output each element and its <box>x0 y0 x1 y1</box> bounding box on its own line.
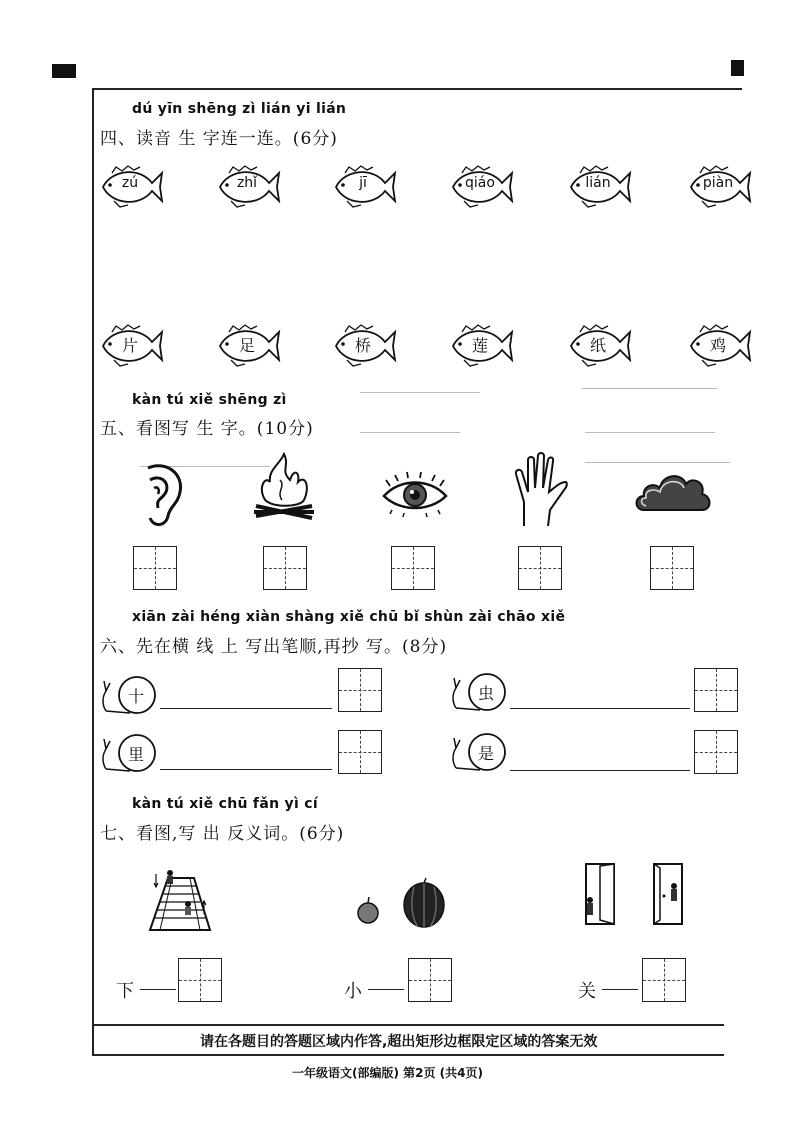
q6-copy-box[interactable] <box>694 730 738 774</box>
door-icon <box>580 860 690 930</box>
cloud-icon <box>632 462 714 520</box>
q5-answer-box[interactable] <box>263 546 307 590</box>
frame-bottom-2 <box>92 1054 724 1056</box>
page-footer: 一年级语文(部编版) 第2页 (共4页) <box>292 1066 483 1080</box>
character-fish[interactable] <box>568 322 634 370</box>
character-fish-label: 纸 <box>589 336 606 355</box>
q6-copy-box[interactable] <box>694 668 738 712</box>
character-fish-label: 足 <box>238 336 255 355</box>
q7-title: 七、看图,写 出 反义词。(6分) <box>100 824 345 844</box>
character-fish[interactable] <box>450 322 516 370</box>
faint-line <box>582 388 717 389</box>
pinyin-fish[interactable] <box>450 163 516 211</box>
character-fish-label: 片 <box>121 336 138 355</box>
snail-char: 十 <box>127 687 144 706</box>
snail-char: 里 <box>127 745 144 764</box>
character-fish[interactable] <box>688 322 754 370</box>
antonym-word: 关 <box>578 981 596 1002</box>
pinyin-fish-label: zú <box>121 175 139 191</box>
stroke-order-line[interactable] <box>510 708 690 709</box>
frame-bottom-1 <box>92 1024 724 1026</box>
pinyin-fish-label: jī <box>359 175 367 191</box>
snail-char: 虫 <box>477 684 494 703</box>
pinyin-fish-label: qiáo <box>465 175 495 191</box>
snail-card-3 <box>100 733 158 773</box>
snail-char: 是 <box>477 744 494 763</box>
ear-icon <box>128 460 186 530</box>
q7-answer-box[interactable] <box>178 958 222 1002</box>
pinyin-fish-label: piàn <box>702 175 734 191</box>
q5-answer-box[interactable] <box>391 546 435 590</box>
q7-pinyin: kàn tú xiě chū fǎn yì cí <box>132 796 318 812</box>
snail-card-1 <box>100 675 158 715</box>
q5-title: 五、看图写 生 字。(10分) <box>100 419 314 439</box>
q5-answer-box[interactable] <box>518 546 562 590</box>
pinyin-fish[interactable] <box>333 163 399 211</box>
pinyin-fish[interactable] <box>217 163 283 211</box>
snail-card-2 <box>450 672 508 712</box>
q5-answer-box[interactable] <box>650 546 694 590</box>
character-fish-label: 莲 <box>471 336 488 355</box>
q6-title: 六、先在横 线 上 写出笔顺,再抄 写。(8分) <box>100 637 448 657</box>
stroke-order-line[interactable] <box>160 708 332 709</box>
frame-left <box>92 88 94 1055</box>
character-fish[interactable] <box>100 322 166 370</box>
q6-copy-box[interactable] <box>338 668 382 712</box>
stroke-order-line[interactable] <box>510 770 690 771</box>
character-fish-label: 桥 <box>354 336 371 355</box>
antonym-dash <box>602 989 638 990</box>
pinyin-fish-label: lián <box>585 175 611 191</box>
character-fish[interactable] <box>333 322 399 370</box>
q5-answer-box[interactable] <box>133 546 177 590</box>
snail-card-4 <box>450 732 508 772</box>
antonym-word: 小 <box>344 981 362 1002</box>
registration-mark-left <box>52 64 76 78</box>
fruits-icon <box>352 875 448 931</box>
character-fish[interactable] <box>217 322 283 370</box>
faint-line <box>360 392 480 393</box>
pinyin-fish[interactable] <box>100 163 166 211</box>
answer-area-notice: 请在各题目的答题区域内作答,超出矩形边框限定区域的答案无效 <box>200 1034 598 1050</box>
q7-answer-box[interactable] <box>642 958 686 1002</box>
character-fish-label: 鸡 <box>709 336 726 355</box>
fire-icon <box>250 452 318 530</box>
antonym-dash <box>140 989 176 990</box>
antonym-word: 下 <box>116 981 134 1002</box>
q6-pinyin: xiān zài héng xiàn shàng xiě chū bǐ shùn zài chāo xiě <box>132 609 566 625</box>
stroke-order-line[interactable] <box>160 769 332 770</box>
faint-line <box>585 432 715 433</box>
pinyin-fish-label: zhǐ <box>236 175 258 191</box>
pinyin-fish[interactable] <box>688 163 754 211</box>
q6-copy-box[interactable] <box>338 730 382 774</box>
registration-mark-right <box>731 60 744 76</box>
pinyin-fish[interactable] <box>568 163 634 211</box>
q7-answer-box[interactable] <box>408 958 452 1002</box>
q4-pinyin: dú yīn shēng zì lián yi lián <box>132 101 347 117</box>
q4-title: 四、读音 生 字连一连。(6分) <box>100 129 338 149</box>
faint-line <box>360 432 460 433</box>
q5-pinyin: kàn tú xiě shēng zì <box>132 392 287 408</box>
eye-icon <box>380 470 450 520</box>
frame-top <box>92 88 742 90</box>
hand-icon <box>510 452 572 530</box>
stairs-icon <box>148 868 212 932</box>
antonym-dash <box>368 989 404 990</box>
